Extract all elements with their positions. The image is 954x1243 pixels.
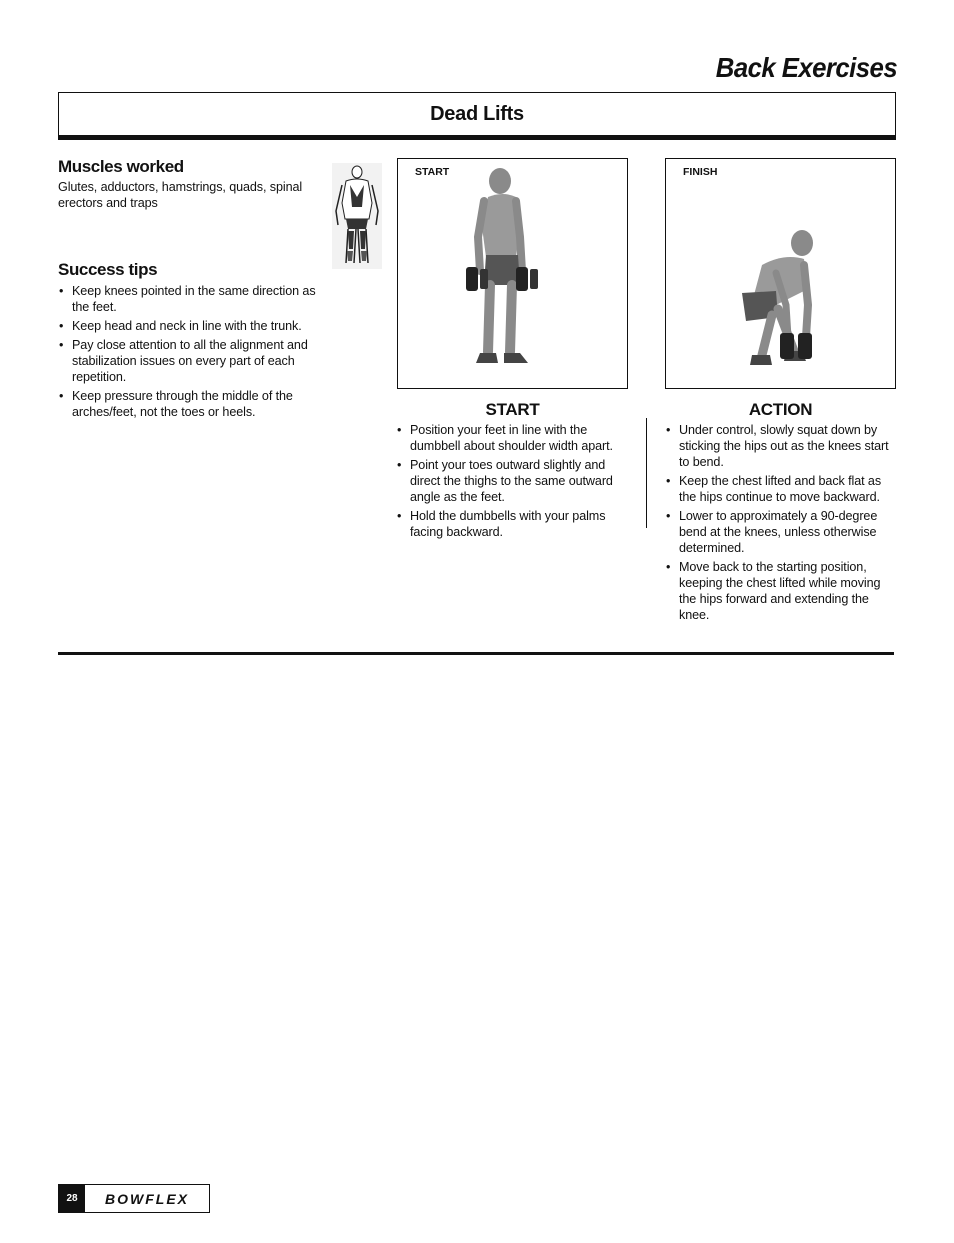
start-step-item: • Point your toes outward slightly and direct the thighs to the same outward angle as the feet. — [396, 457, 626, 505]
success-tip-item: • Keep knees pointed in the same direction as the feet. — [58, 283, 320, 315]
column-divider — [646, 418, 647, 528]
squatting-figure-icon — [732, 225, 842, 375]
muscles-heading: Muscles worked — [58, 157, 184, 176]
finish-photo-label: FINISH — [683, 166, 718, 178]
start-steps-list — [396, 422, 626, 543]
start-photo — [397, 158, 628, 389]
page-title: Back Exercises — [715, 52, 897, 83]
page-footer — [58, 1184, 210, 1213]
action-step-item: • Keep the chest lifted and back flat as the hips continue to move backward. — [665, 473, 898, 505]
exercise-title-box — [58, 92, 896, 140]
brand-logo: BOWFLEX — [105, 1190, 189, 1207]
start-photo-label: START — [415, 166, 450, 178]
start-step-item: • Position your feet in line with the dumbbell about shoulder width apart. — [396, 422, 626, 454]
success-tips-list — [58, 283, 320, 423]
action-step-item: • Move back to the starting position, keeping the chest lifted while moving the hips forward and extending the knee. — [665, 559, 898, 623]
muscle-figure-icon — [332, 163, 382, 269]
action-step-item: • Lower to approximately a 90-degree bend at the knees, unless otherwise determined. — [665, 508, 898, 556]
page-number: 28 — [59, 1185, 85, 1212]
success-tip-item: • Pay close attention to all the alignment and stabilization issues on every part of each repetition. — [58, 337, 320, 385]
success-tip-item: • Keep head and neck in line with the trunk. — [58, 318, 320, 334]
standing-figure-icon — [458, 167, 568, 382]
muscles-text: Glutes, adductors, hamstrings, quads, spinal erectors and traps — [58, 180, 303, 210]
success-tips-heading: Success tips — [58, 260, 158, 279]
success-tip-item: • Keep pressure through the middle of the arches/feet, not the toes or heels. — [58, 388, 320, 420]
action-step-item: • Under control, slowly squat down by sticking the hips out as the knees start to bend. — [665, 422, 898, 470]
finish-photo — [665, 158, 896, 389]
section-rule — [58, 652, 894, 655]
action-heading: ACTION — [748, 400, 813, 419]
exercise-title: Dead Lifts — [430, 102, 524, 125]
start-step-item: • Hold the dumbbells with your palms facing backward. — [396, 508, 626, 540]
action-steps-list — [665, 422, 898, 626]
start-heading: START — [485, 400, 540, 419]
